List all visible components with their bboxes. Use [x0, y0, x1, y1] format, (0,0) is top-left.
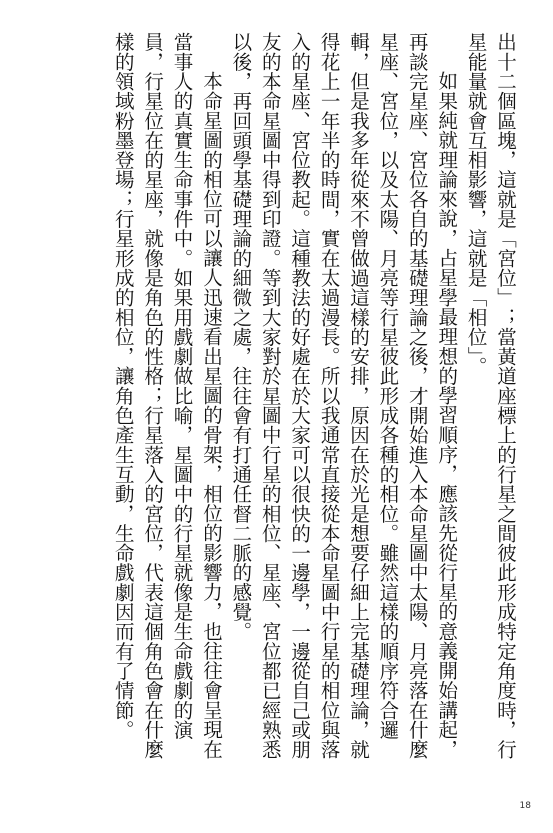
body-text — [36, 32, 520, 772]
paragraph-3: 本命星圖的相位可以讓人迅速看出星圖的骨架，相位的影響力，也往往會呈現在當事人的真實生命事件中。如果用戲劇做比喻，星圖中的行星就像是生命戲劇的演員，行星位在的星座，就像是角色的性格；行星落入的宮位，代表這個角色會在什麼樣的領域粉墨登場；行星形成的相位，讓角色產生互動，生命戲劇因而有了情節。 — [111, 32, 223, 760]
page-number: 18 — [519, 801, 531, 811]
paragraph-1: 出十二個區塊，這就是「宮位」；當黃道座標上的行星之間彼此形成特定角度時，行星能量就會互相影響，這就是「相位」。 — [464, 32, 517, 760]
paragraph-2: 如果純就理論來說，占星學最理想的學習順序，應該先從行星的意義開始講起，再談完星座、宮位各自的基礎理論之後，才開始進入本命星圖中太陽、月亮落在什麼星座、宮位，以及太陽、月亮等行星彼此形成各種的相位。雖然這樣的順序符合邏輯，但是我多年從來不曾做過這樣的安排，原因在於光是想要仔細上完基礎理論，就得花上一年半的時間，實在太過漫長。所以我通常直接從本命星圖中行星的相位與落入的星座、宮位教起。這種教法的好處在於大家可以很快的一邊學，一邊從自己或朋友的本命星圖中得到印證。等到大家對於星圖中行星的相位、星座、宮位都已經熟悉以後，再回頭學基礎理論的細微之處，往往會有打通任督二脈的感覺。 — [229, 32, 459, 760]
